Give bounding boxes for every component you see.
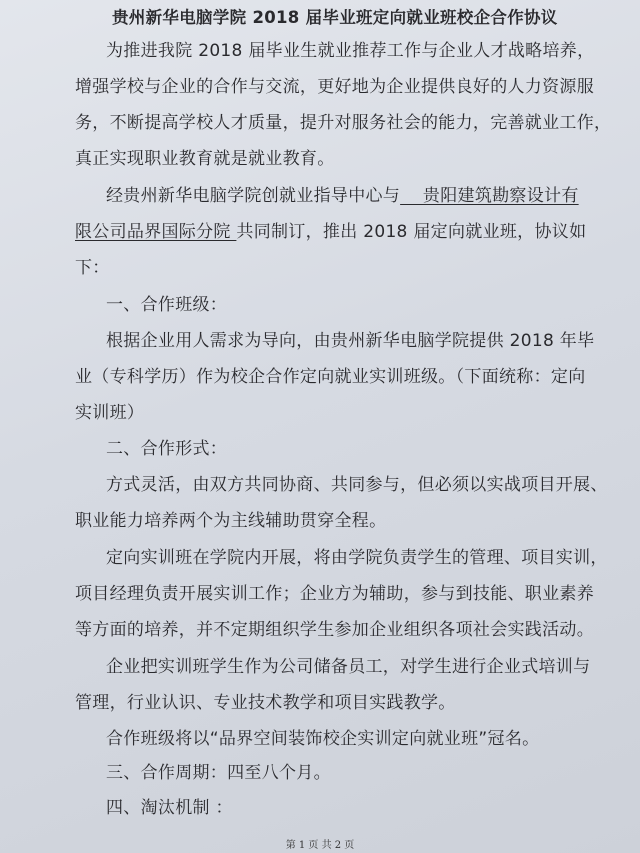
section2-line: 合作班级将以“品界空间装饰校企实训定向就业班”冠名。 — [106, 729, 540, 749]
agreement-prefix: 经贵州新华电脑学院创就业指导中心与 — [106, 186, 401, 206]
section2-line: 企业把实训班学生作为公司储备员工，对学生进行企业式培训与 — [106, 657, 591, 677]
section1-line: 业（专科学历）作为校企合作定向就业实训班级。（下面统称：定向 — [75, 367, 586, 387]
section2-line: 方式灵活，由双方共同协商、共同参与，但必须以实战项目开展、 — [106, 475, 608, 495]
page-footer: 第 1 页 共 2 页 — [285, 840, 355, 851]
company-name-part2: 限公司品界国际分院 — [75, 222, 237, 242]
company-name-part1: 贵阳建筑勘察设计有 — [400, 186, 579, 206]
agreement-line — [75, 221, 586, 243]
section2-line: 职业能力培养两个为主线辅助贯穿全程。 — [75, 511, 387, 531]
intro-line: 增强学校与企业的合作与交流，更好地为企业提供良好的人力资源服 — [75, 77, 594, 97]
agreement-line — [106, 185, 579, 207]
section1-line: 实训班） — [75, 403, 145, 423]
intro-line: 真正实现职业教育就是就业教育。 — [75, 149, 335, 169]
section1-line: 根据企业用人需求为导向，由贵州新华电脑学院提供 2018 年毕 — [106, 331, 595, 351]
agreement-suffix: 共同制订，推出 2018 届定向就业班，协议如 — [236, 222, 587, 242]
section1-heading: 一、合作班级： — [106, 295, 228, 315]
section2-line: 管理，行业认识、专业技术教学和项目实践教学。 — [75, 693, 456, 713]
intro-line: 务，不断提高学校人才质量，提升对服务社会的能力，完善就业工作， — [75, 113, 612, 133]
section3-heading: 三、合作周期：四至八个月。 — [106, 763, 331, 783]
section2-line: 等方面的培养，并不定期组织学生参加企业组织各项社会实践活动。 — [75, 620, 594, 640]
agreement-end: 下： — [75, 258, 110, 278]
section2-line: 定向实训班在学院内开展，将由学院负责学生的管理、项目实训， — [106, 548, 608, 568]
section2-heading: 二、合作形式： — [106, 439, 228, 459]
intro-line: 为推进我院 2018 届毕业生就业推荐工作与企业人才战略培养， — [106, 41, 595, 61]
section2-line: 项目经理负责开展实训工作；企业方为辅助，参与到技能、职业素养 — [75, 584, 594, 604]
section4-heading: 四、淘汰机制 ： — [106, 798, 233, 818]
document-title: 贵州新华电脑学院 2018 届毕业班定向就业班校企合作协议 — [112, 8, 558, 27]
